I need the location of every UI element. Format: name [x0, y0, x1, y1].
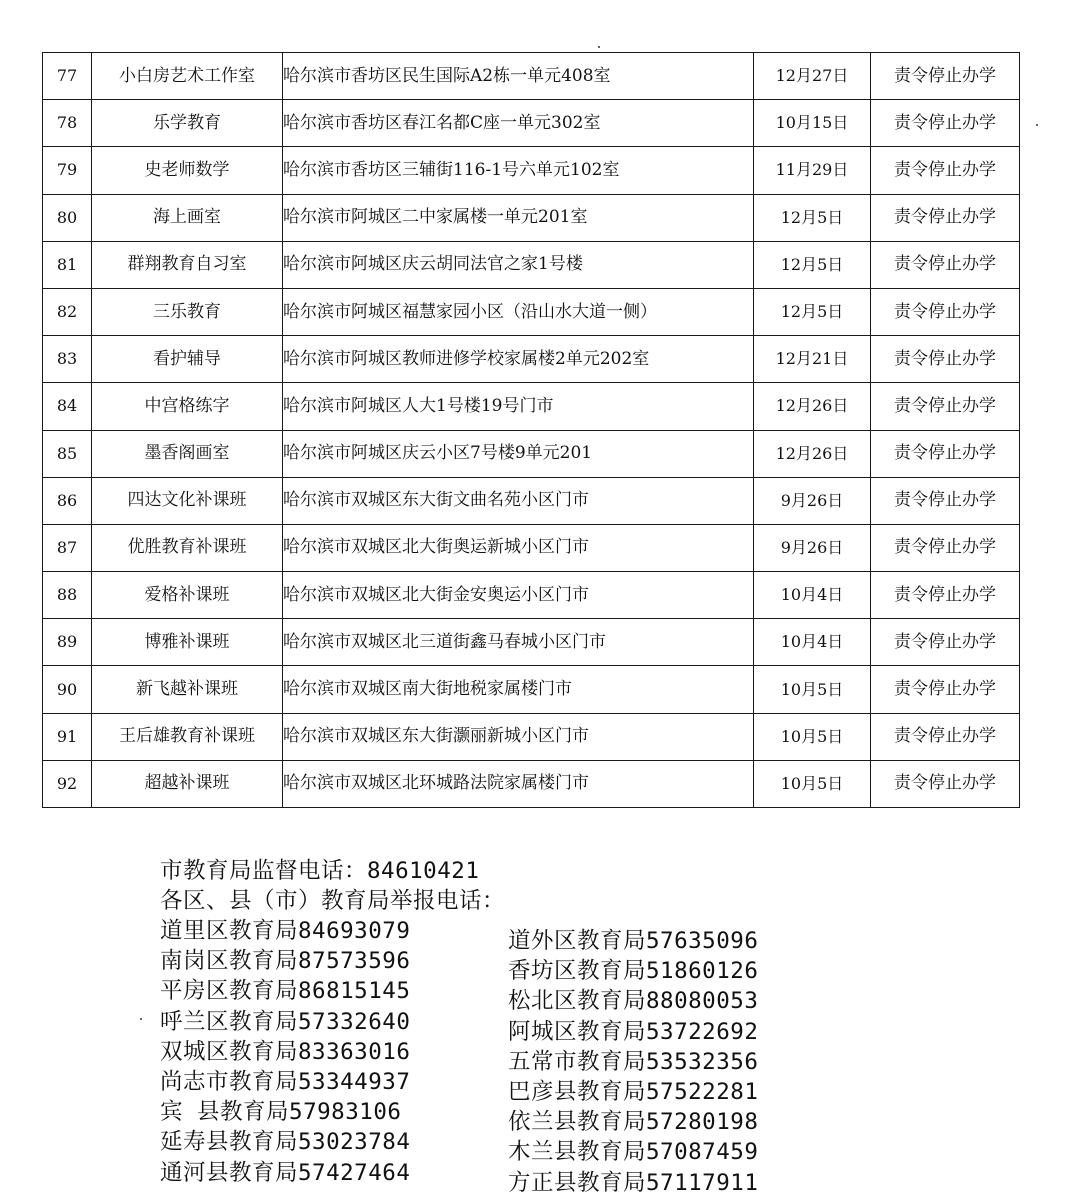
table-row — [43, 100, 1020, 147]
institution-address: 哈尔滨市阿城区教师进修学校家属楼2单元202室 — [283, 336, 754, 383]
institution-name: 乐学教育 — [92, 100, 283, 147]
phone-row — [160, 1037, 800, 1075]
institution-name: 群翔教育自习室 — [92, 241, 283, 288]
table-row — [43, 288, 1020, 335]
institution-address: 哈尔滨市双城区东大街文曲名苑小区门市 — [283, 477, 754, 524]
row-number: 82 — [43, 288, 92, 335]
institution-address: 哈尔滨市双城区北环城路法院家属楼门市 — [283, 760, 754, 807]
action-taken: 责令停止办学 — [871, 760, 1020, 807]
action-taken: 责令停止办学 — [871, 53, 1020, 100]
supervision-phone: 市教育局监督电话：84610421 — [160, 858, 480, 884]
inspection-date: 10月5日 — [754, 666, 871, 713]
institution-address: 哈尔滨市双城区北三道街鑫马春城小区门市 — [283, 619, 754, 666]
action-taken: 责令停止办学 — [871, 336, 1020, 383]
district-phone: 平房区教育局86815145 — [160, 978, 411, 1005]
row-number: 92 — [43, 760, 92, 807]
closure-records-table — [42, 52, 1020, 808]
institution-name: 小白房艺术工作室 — [92, 53, 283, 100]
report-phone-list — [160, 916, 800, 1196]
action-taken: 责令停止办学 — [871, 619, 1020, 666]
institution-name: 王后雄教育补课班 — [92, 713, 283, 760]
row-number: 90 — [43, 666, 92, 713]
action-taken: 责令停止办学 — [871, 430, 1020, 477]
action-taken: 责令停止办学 — [871, 477, 1020, 524]
table-row — [43, 53, 1020, 100]
action-taken: 责令停止办学 — [871, 383, 1020, 430]
institution-name: 海上画室 — [92, 194, 283, 241]
row-number: 78 — [43, 100, 92, 147]
table-row — [43, 194, 1020, 241]
inspection-date: 12月26日 — [754, 430, 871, 477]
district-phone: 双城区教育局83363016 — [160, 1038, 411, 1065]
institution-name: 新飞越补课班 — [92, 666, 283, 713]
institution-name: 超越补课班 — [92, 760, 283, 807]
phone-row — [160, 1007, 800, 1045]
institution-name: 史老师数学 — [92, 147, 283, 194]
table-row — [43, 666, 1020, 713]
scan-speck — [1036, 124, 1038, 126]
inspection-date: 11月29日 — [754, 147, 871, 194]
records-body — [43, 53, 1020, 808]
table-row — [43, 430, 1020, 477]
inspection-date: 10月4日 — [754, 619, 871, 666]
row-number: 79 — [43, 147, 92, 194]
phone-row — [160, 1097, 800, 1136]
inspection-date: 12月5日 — [754, 241, 871, 288]
contact-section — [160, 856, 800, 1196]
district-phone: 道里区教育局84693079 — [160, 918, 411, 944]
inspection-date: 12月5日 — [754, 288, 871, 335]
district-phone: 方正县教育局57117911 — [508, 1169, 759, 1196]
institution-name: 博雅补课班 — [92, 619, 283, 666]
action-taken: 责令停止办学 — [871, 147, 1020, 194]
institution-address: 哈尔滨市阿城区二中家属楼一单元201室 — [283, 194, 754, 241]
table-row — [43, 147, 1020, 194]
district-phone: 木兰县教育局57087459 — [508, 1139, 759, 1166]
action-taken: 责令停止办学 — [871, 288, 1020, 335]
inspection-date: 10月4日 — [754, 572, 871, 619]
table-row — [43, 383, 1020, 430]
institution-address: 哈尔滨市双城区北大街金安奥运小区门市 — [283, 572, 754, 619]
scan-speck — [598, 46, 600, 48]
action-taken: 责令停止办学 — [871, 524, 1020, 571]
district-phone: 宾 县教育局57983106 — [160, 1099, 402, 1126]
district-phone: 阿城区教育局53722692 — [508, 1018, 759, 1045]
phone-row — [160, 946, 800, 985]
inspection-date: 12月5日 — [754, 194, 871, 241]
inspection-date: 9月26日 — [754, 477, 871, 524]
inspection-date: 9月26日 — [754, 524, 871, 571]
action-taken: 责令停止办学 — [871, 241, 1020, 288]
row-number: 80 — [43, 194, 92, 241]
row-number: 81 — [43, 241, 92, 288]
institution-address: 哈尔滨市香坊区三辅街116-1号六单元102室 — [283, 147, 754, 194]
district-phone: 依兰县教育局57280198 — [508, 1109, 759, 1136]
district-phone: 松北区教育局88080053 — [508, 988, 759, 1015]
row-number: 91 — [43, 713, 92, 760]
table-row — [43, 336, 1020, 383]
table-row — [43, 524, 1020, 571]
scan-speck — [140, 1018, 142, 1020]
district-phone: 香坊区教育局51860126 — [508, 958, 759, 985]
table-row — [43, 760, 1020, 807]
institution-address: 哈尔滨市阿城区庆云小区7号楼9单元201 — [283, 430, 754, 477]
institution-address: 哈尔滨市香坊区春江名都C座一单元302室 — [283, 100, 754, 147]
inspection-date: 12月26日 — [754, 383, 871, 430]
report-heading: 各区、县（市）教育局举报电话： — [160, 888, 506, 914]
row-number: 86 — [43, 477, 92, 524]
phone-row — [160, 976, 800, 1015]
district-phone: 延寿县教育局53023784 — [160, 1129, 411, 1156]
institution-address: 哈尔滨市双城区东大街灏丽新城小区门市 — [283, 713, 754, 760]
district-phone: 呼兰区教育局57332640 — [160, 1008, 411, 1035]
row-number: 83 — [43, 336, 92, 383]
institution-address: 哈尔滨市阿城区人大1号楼19号门市 — [283, 383, 754, 430]
institution-name: 墨香阁画室 — [92, 430, 283, 477]
action-taken: 责令停止办学 — [871, 713, 1020, 760]
district-phone: 尚志市教育局53344937 — [160, 1068, 411, 1095]
institution-name: 爱格补课班 — [92, 572, 283, 619]
institution-name: 看护辅导 — [92, 336, 283, 383]
phone-row — [160, 916, 800, 954]
district-phone: 巴彦县教育局57522281 — [508, 1078, 759, 1105]
district-phone: 通河县教育局57427464 — [160, 1159, 411, 1186]
row-number: 84 — [43, 383, 92, 430]
inspection-date: 10月5日 — [754, 760, 871, 807]
table-row — [43, 572, 1020, 619]
institution-address: 哈尔滨市阿城区庆云胡同法官之家1号楼 — [283, 241, 754, 288]
action-taken: 责令停止办学 — [871, 572, 1020, 619]
institution-name: 三乐教育 — [92, 288, 283, 335]
institution-address: 哈尔滨市阿城区福慧家园小区（沿山水大道一侧） — [283, 288, 754, 335]
row-number: 77 — [43, 53, 92, 100]
table-row — [43, 619, 1020, 666]
table-row — [43, 477, 1020, 524]
row-number: 85 — [43, 430, 92, 477]
institution-address: 哈尔滨市香坊区民生国际A2栋一单元408室 — [283, 53, 754, 100]
row-number: 88 — [43, 572, 92, 619]
inspection-date: 12月21日 — [754, 336, 871, 383]
phone-row — [160, 1158, 800, 1196]
phone-row — [160, 1127, 800, 1166]
action-taken: 责令停止办学 — [871, 194, 1020, 241]
action-taken: 责令停止办学 — [871, 100, 1020, 147]
table-row — [43, 241, 1020, 288]
district-phone: 五常市教育局53532356 — [508, 1048, 759, 1075]
row-number: 87 — [43, 524, 92, 571]
institution-name: 中宫格练字 — [92, 383, 283, 430]
district-phone: 南岗区教育局87573596 — [160, 948, 411, 975]
institution-name: 优胜教育补课班 — [92, 524, 283, 571]
institution-address: 哈尔滨市双城区南大街地税家属楼门市 — [283, 666, 754, 713]
table-row — [43, 713, 1020, 760]
inspection-date: 10月5日 — [754, 713, 871, 760]
inspection-date: 12月27日 — [754, 53, 871, 100]
inspection-date: 10月15日 — [754, 100, 871, 147]
row-number: 89 — [43, 619, 92, 666]
phone-row — [160, 1067, 800, 1105]
institution-name: 四达文化补课班 — [92, 477, 283, 524]
district-phone: 道外区教育局57635096 — [508, 928, 759, 954]
institution-address: 哈尔滨市双城区北大街奥运新城小区门市 — [283, 524, 754, 571]
action-taken: 责令停止办学 — [871, 666, 1020, 713]
